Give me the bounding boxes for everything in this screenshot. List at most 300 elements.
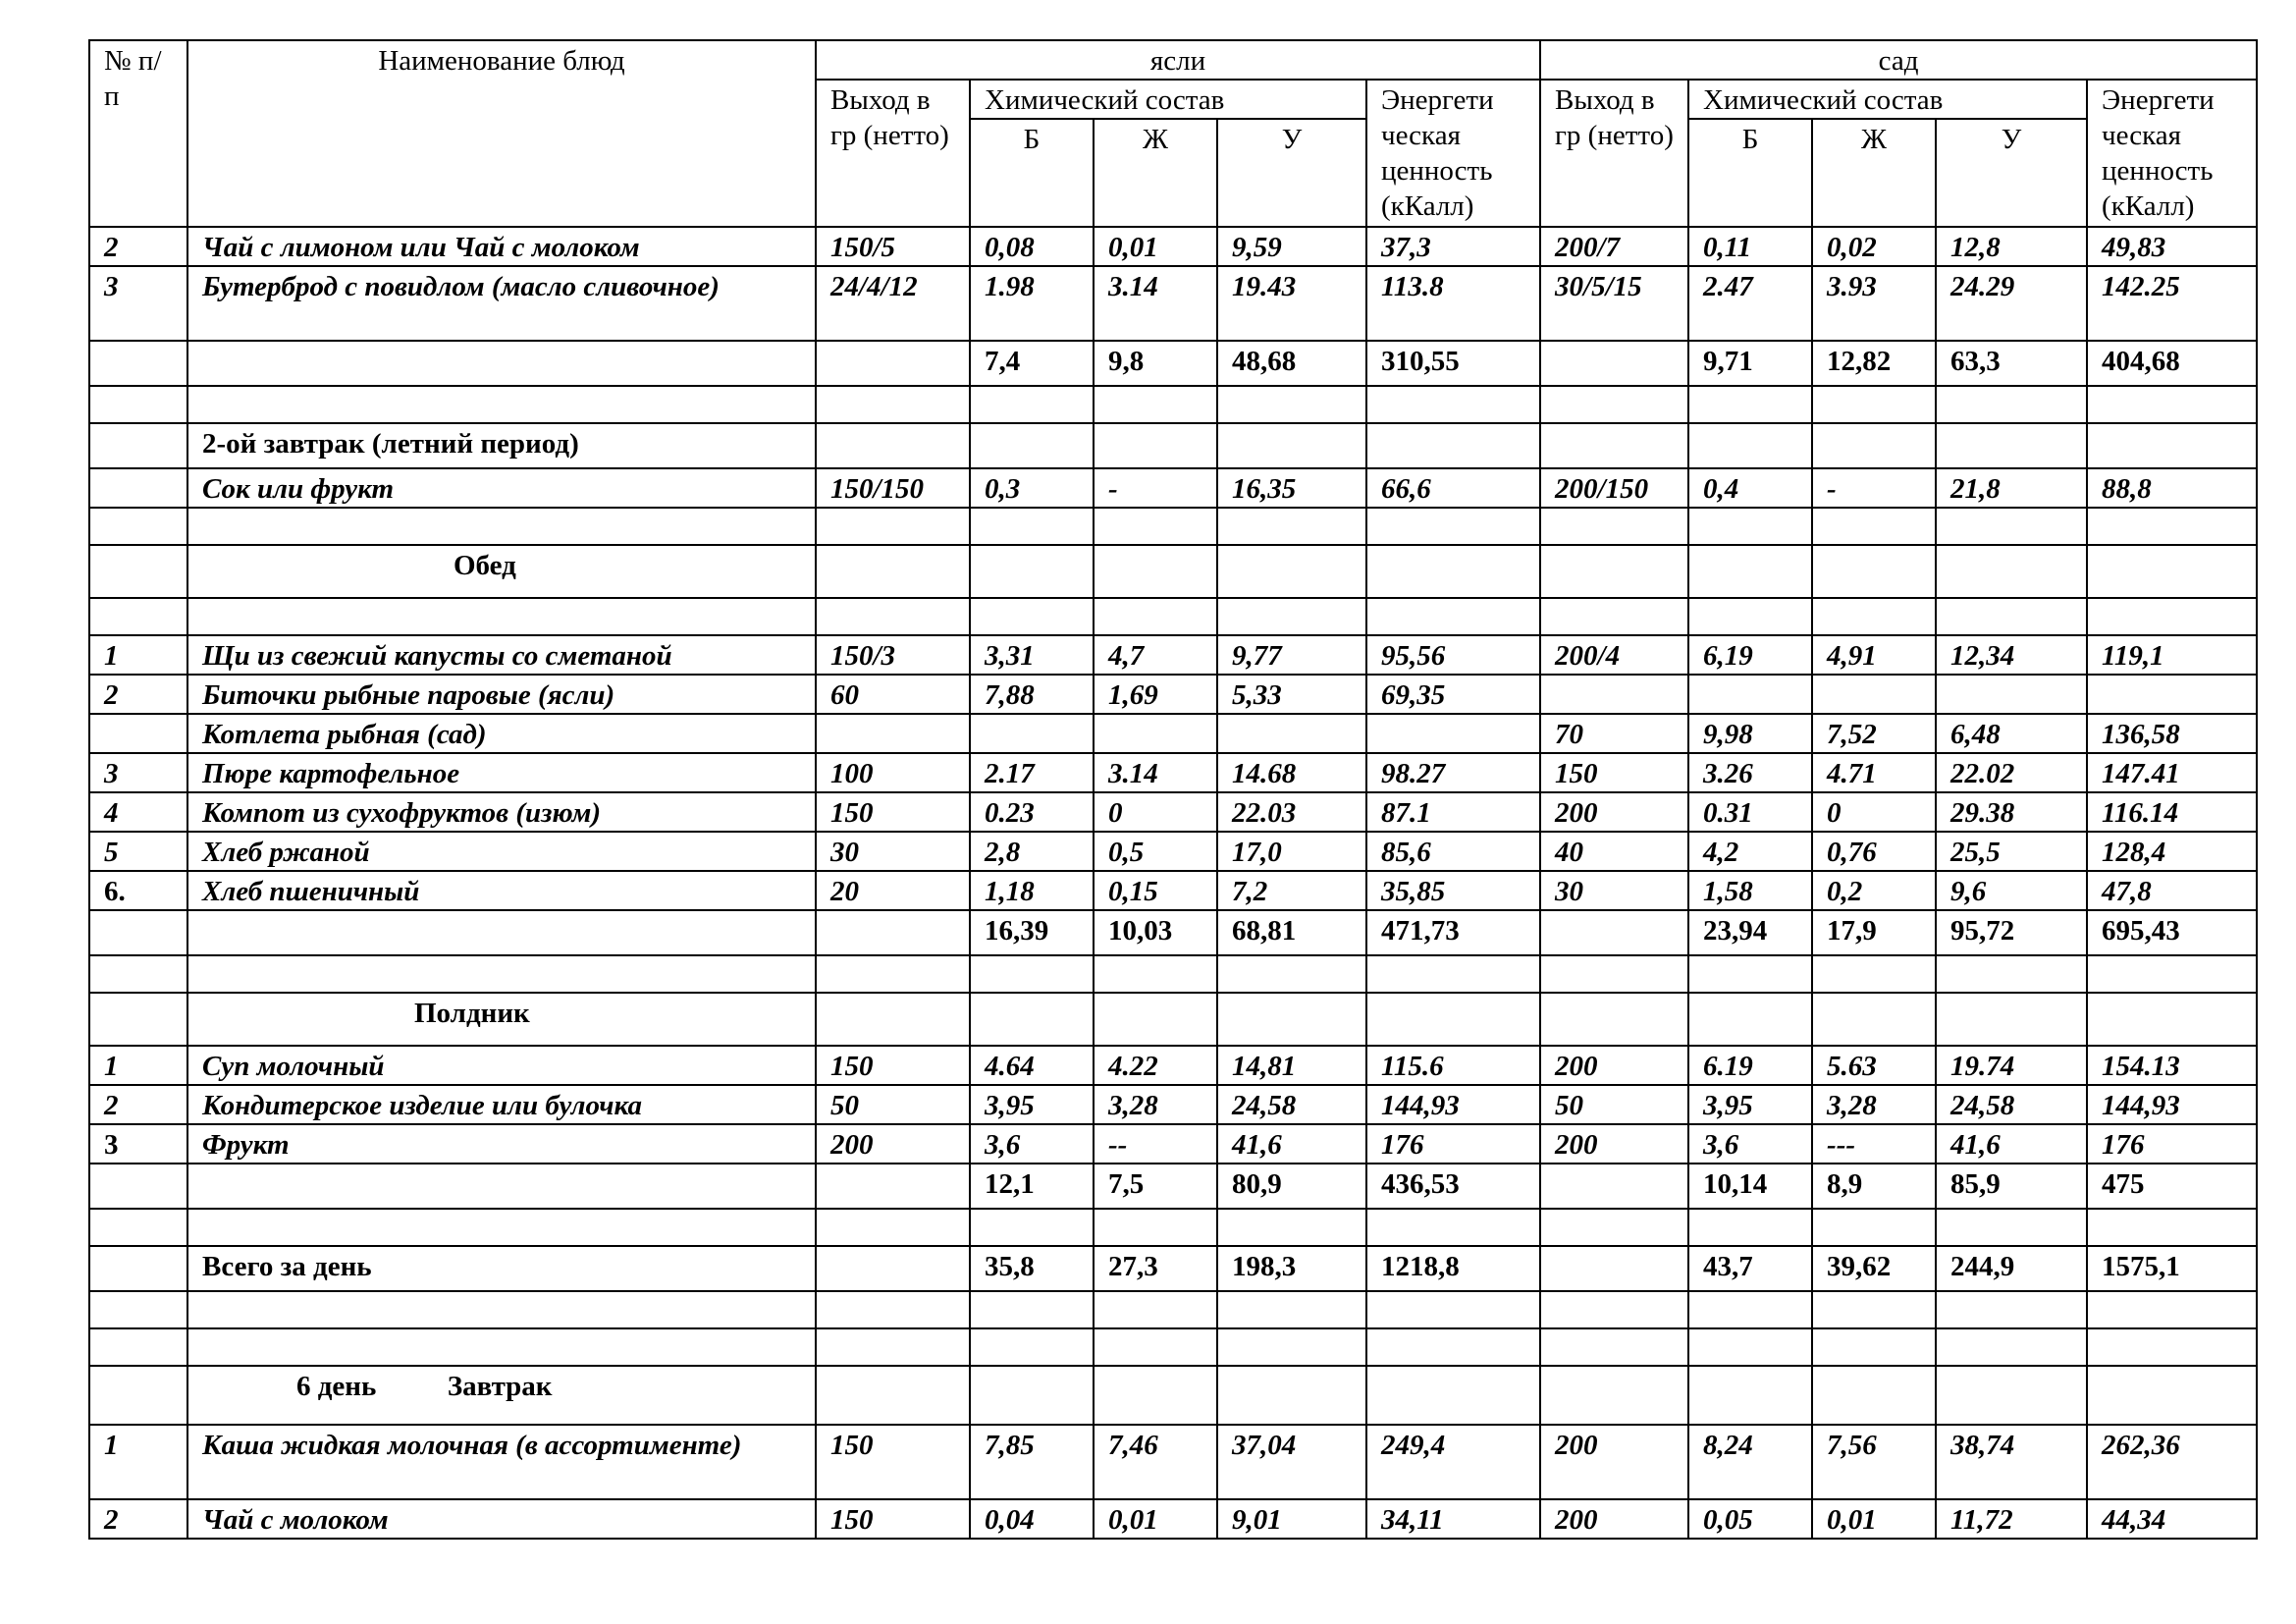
yasli-output: 24/4/12 [816, 266, 970, 341]
sad-u [1936, 1209, 2087, 1246]
sad-b [1688, 993, 1812, 1046]
header-yasli-zh: Ж [1094, 119, 1217, 227]
yasli-output [816, 910, 970, 955]
sad-zh: 7,52 [1812, 714, 1936, 753]
dish-name: Кондитерское изделие или булочка [187, 1085, 816, 1124]
sad-zh: 5.63 [1812, 1046, 1936, 1085]
yasli-zh [1094, 1366, 1217, 1425]
sad-energy [2087, 955, 2257, 993]
total-sad-b: 10,14 [1688, 1164, 1812, 1209]
sad-output [1540, 1209, 1688, 1246]
sad-energy [2087, 386, 2257, 423]
meal-heading: 6 день Завтрак [187, 1366, 816, 1425]
sad-output [1540, 386, 1688, 423]
dish-name [187, 1291, 816, 1328]
yasli-energy [1366, 993, 1540, 1046]
yasli-zh [1094, 1209, 1217, 1246]
total-row [89, 1164, 2257, 1209]
yasli-output: 150 [816, 1425, 970, 1499]
yasli-output: 150/150 [816, 468, 970, 508]
total-label: Всего за день [187, 1246, 816, 1291]
total-label [187, 341, 816, 386]
sad-u: 29.38 [1936, 792, 2087, 832]
dish-name: Хлеб ржаной [187, 832, 816, 871]
row-number [89, 341, 187, 386]
header-sad-u: У [1936, 119, 2087, 227]
row-number [89, 714, 187, 753]
sad-b: 6.19 [1688, 1046, 1812, 1085]
row-number [89, 910, 187, 955]
yasli-u: 22.03 [1217, 792, 1366, 832]
empty-row [89, 508, 2257, 545]
yasli-b [970, 545, 1094, 598]
row-number [89, 508, 187, 545]
dish-name: Биточки рыбные паровые (ясли) [187, 675, 816, 714]
sad-u [1936, 993, 2087, 1046]
yasli-b [970, 1209, 1094, 1246]
yasli-u [1217, 598, 1366, 635]
yasli-zh [1094, 545, 1217, 598]
yasli-u: 5,33 [1217, 675, 1366, 714]
sad-output [1540, 993, 1688, 1046]
yasli-zh: 7,46 [1094, 1425, 1217, 1499]
yasli-b: 3,6 [970, 1124, 1094, 1164]
yasli-u: 24,58 [1217, 1085, 1366, 1124]
dish-name [187, 1209, 816, 1246]
dish-name: Сок или фрукт [187, 468, 816, 508]
yasli-zh [1094, 714, 1217, 753]
total-sad-energy: 695,43 [2087, 910, 2257, 955]
sad-zh: 0,02 [1812, 227, 1936, 266]
total-yasli-u: 198,3 [1217, 1246, 1366, 1291]
row-number: 6. [89, 871, 187, 910]
header-num: № п/п [89, 40, 187, 227]
total-label [187, 1164, 816, 1209]
sad-output [1540, 675, 1688, 714]
total-sad-zh: 8,9 [1812, 1164, 1936, 1209]
total-sad-u: 63,3 [1936, 341, 2087, 386]
dish-name [187, 508, 816, 545]
row-number: 2 [89, 1085, 187, 1124]
yasli-output: 150 [816, 1046, 970, 1085]
total-yasli-b: 16,39 [970, 910, 1094, 955]
yasli-zh [1094, 955, 1217, 993]
row-number: 2 [89, 1499, 187, 1539]
row-number: 3 [89, 266, 187, 341]
yasli-energy [1366, 1209, 1540, 1246]
row-number [89, 423, 187, 468]
yasli-b [970, 1291, 1094, 1328]
yasli-energy: 176 [1366, 1124, 1540, 1164]
sad-u: 22.02 [1936, 753, 2087, 792]
yasli-b: 0,3 [970, 468, 1094, 508]
dish-name: Чай с молоком [187, 1499, 816, 1539]
yasli-u: 9,01 [1217, 1499, 1366, 1539]
sad-output: 150 [1540, 753, 1688, 792]
sad-b: 3.26 [1688, 753, 1812, 792]
sad-zh [1812, 598, 1936, 635]
sad-output: 200 [1540, 1499, 1688, 1539]
row-number [89, 468, 187, 508]
sad-zh [1812, 675, 1936, 714]
sad-output: 30/5/15 [1540, 266, 1688, 341]
sad-u: 11,72 [1936, 1499, 2087, 1539]
yasli-zh [1094, 508, 1217, 545]
yasli-output [816, 1328, 970, 1366]
yasli-u [1217, 955, 1366, 993]
total-sad-energy: 404,68 [2087, 341, 2257, 386]
sad-b: 4,2 [1688, 832, 1812, 871]
sad-zh: 4,91 [1812, 635, 1936, 675]
yasli-u [1217, 714, 1366, 753]
sad-b: 0.31 [1688, 792, 1812, 832]
yasli-b: 0,04 [970, 1499, 1094, 1539]
yasli-output: 150/5 [816, 227, 970, 266]
yasli-u: 9,59 [1217, 227, 1366, 266]
yasli-output: 50 [816, 1085, 970, 1124]
total-yasli-zh: 9,8 [1094, 341, 1217, 386]
row-number [89, 1291, 187, 1328]
sad-b [1688, 955, 1812, 993]
yasli-zh: 0,5 [1094, 832, 1217, 871]
table-row [89, 1046, 2257, 1085]
sad-output: 200 [1540, 1124, 1688, 1164]
sad-zh [1812, 1328, 1936, 1366]
yasli-b [970, 423, 1094, 468]
sad-energy [2087, 1328, 2257, 1366]
sad-zh: 0 [1812, 792, 1936, 832]
total-yasli-energy: 1218,8 [1366, 1246, 1540, 1291]
yasli-u: 37,04 [1217, 1425, 1366, 1499]
yasli-output [816, 386, 970, 423]
yasli-energy: 95,56 [1366, 635, 1540, 675]
sad-energy: 44,34 [2087, 1499, 2257, 1539]
sad-b: 6,19 [1688, 635, 1812, 675]
table-row [89, 1425, 2257, 1499]
sad-energy: 128,4 [2087, 832, 2257, 871]
header-sad-zh: Ж [1812, 119, 1936, 227]
total-yasli-zh: 10,03 [1094, 910, 1217, 955]
sad-b: 1,58 [1688, 871, 1812, 910]
sad-b: 2.47 [1688, 266, 1812, 341]
sad-b: 3,95 [1688, 1085, 1812, 1124]
sad-output: 40 [1540, 832, 1688, 871]
sad-energy: 154.13 [2087, 1046, 2257, 1085]
yasli-b [970, 1366, 1094, 1425]
sad-energy [2087, 1366, 2257, 1425]
sad-zh: 0,01 [1812, 1499, 1936, 1539]
yasli-energy: 144,93 [1366, 1085, 1540, 1124]
sad-b [1688, 386, 1812, 423]
header-sad-chem: Химический состав [1688, 80, 2087, 119]
yasli-output [816, 993, 970, 1046]
meal-heading: Полдник [187, 993, 816, 1046]
header-yasli-u: У [1217, 119, 1366, 227]
sad-b: 0,4 [1688, 468, 1812, 508]
yasli-energy: 34,11 [1366, 1499, 1540, 1539]
yasli-u [1217, 508, 1366, 545]
yasli-u [1217, 1209, 1366, 1246]
yasli-zh: 3.14 [1094, 753, 1217, 792]
total-yasli-energy: 310,55 [1366, 341, 1540, 386]
sad-energy: 144,93 [2087, 1085, 2257, 1124]
yasli-output [816, 1366, 970, 1425]
yasli-u: 9,77 [1217, 635, 1366, 675]
yasli-energy: 98.27 [1366, 753, 1540, 792]
row-number [89, 1164, 187, 1209]
yasli-energy [1366, 386, 1540, 423]
yasli-output [816, 1291, 970, 1328]
yasli-u [1217, 423, 1366, 468]
yasli-u [1217, 1328, 1366, 1366]
yasli-u: 16,35 [1217, 468, 1366, 508]
sad-zh [1812, 1366, 1936, 1425]
sad-energy [2087, 1291, 2257, 1328]
yasli-energy [1366, 545, 1540, 598]
sad-b [1688, 1291, 1812, 1328]
empty-row [89, 386, 2257, 423]
sad-b: 0,05 [1688, 1499, 1812, 1539]
sad-zh: 0,2 [1812, 871, 1936, 910]
yasli-b: 0,08 [970, 227, 1094, 266]
section-title: 2-ой завтрак (летний период) [187, 423, 816, 468]
sad-output [1540, 423, 1688, 468]
row-number [89, 993, 187, 1046]
yasli-zh [1094, 598, 1217, 635]
total-yasli-energy: 471,73 [1366, 910, 1540, 955]
yasli-energy: 35,85 [1366, 871, 1540, 910]
dish-name [187, 955, 816, 993]
sad-u [1936, 598, 2087, 635]
yasli-u [1217, 1291, 1366, 1328]
yasli-zh: 0,15 [1094, 871, 1217, 910]
total-sad-energy: 475 [2087, 1164, 2257, 1209]
dish-name: Хлеб пшеничный [187, 871, 816, 910]
row-number: 3 [89, 753, 187, 792]
yasli-output: 200 [816, 1124, 970, 1164]
sad-output [1540, 1246, 1688, 1291]
yasli-output: 30 [816, 832, 970, 871]
sad-b [1688, 508, 1812, 545]
yasli-output: 100 [816, 753, 970, 792]
yasli-b: 2.17 [970, 753, 1094, 792]
sad-output [1540, 910, 1688, 955]
yasli-zh: 3.14 [1094, 266, 1217, 341]
yasli-energy: 249,4 [1366, 1425, 1540, 1499]
yasli-b [970, 955, 1094, 993]
total-sad-b: 43,7 [1688, 1246, 1812, 1291]
sad-zh [1812, 386, 1936, 423]
sad-output: 70 [1540, 714, 1688, 753]
heading-row [89, 545, 2257, 598]
sad-b [1688, 1209, 1812, 1246]
sad-output: 200 [1540, 792, 1688, 832]
yasli-output [816, 1246, 970, 1291]
sad-output: 200 [1540, 1046, 1688, 1085]
yasli-u [1217, 386, 1366, 423]
yasli-zh: -- [1094, 1124, 1217, 1164]
dish-name: Фрукт [187, 1124, 816, 1164]
total-yasli-u: 80,9 [1217, 1164, 1366, 1209]
header-sad-vyhod: Выход в гр (нетто) [1540, 80, 1688, 227]
yasli-b: 4.64 [970, 1046, 1094, 1085]
yasli-output: 150 [816, 1499, 970, 1539]
sad-output: 30 [1540, 871, 1688, 910]
yasli-energy: 113.8 [1366, 266, 1540, 341]
total-row [89, 910, 2257, 955]
sad-u [1936, 1291, 2087, 1328]
sad-zh [1812, 423, 1936, 468]
table-row [89, 468, 2257, 508]
sad-u [1936, 1328, 2087, 1366]
table-row [89, 227, 2257, 266]
yasli-zh: 1,69 [1094, 675, 1217, 714]
sad-zh: - [1812, 468, 1936, 508]
empty-row [89, 955, 2257, 993]
total-yasli-b: 35,8 [970, 1246, 1094, 1291]
yasli-u [1217, 1366, 1366, 1425]
yasli-energy [1366, 508, 1540, 545]
yasli-output [816, 423, 970, 468]
total-yasli-zh: 27,3 [1094, 1246, 1217, 1291]
yasli-energy [1366, 714, 1540, 753]
row-number [89, 1246, 187, 1291]
row-number: 2 [89, 227, 187, 266]
dish-name [187, 598, 816, 635]
yasli-b: 0.23 [970, 792, 1094, 832]
sad-b [1688, 1366, 1812, 1425]
sad-energy: 142.25 [2087, 266, 2257, 341]
table-row [89, 753, 2257, 792]
sad-u: 38,74 [1936, 1425, 2087, 1499]
sad-u: 21,8 [1936, 468, 2087, 508]
header-yasli-vyhod: Выход в гр (нетто) [816, 80, 970, 227]
yasli-b: 3,95 [970, 1085, 1094, 1124]
sad-u [1936, 508, 2087, 545]
yasli-u: 41,6 [1217, 1124, 1366, 1164]
sad-b: 3,6 [1688, 1124, 1812, 1164]
menu-table [88, 39, 2258, 1540]
row-number: 1 [89, 635, 187, 675]
yasli-b [970, 386, 1094, 423]
sad-zh [1812, 1291, 1936, 1328]
yasli-u [1217, 993, 1366, 1046]
sad-energy: 119,1 [2087, 635, 2257, 675]
yasli-zh [1094, 993, 1217, 1046]
dish-name [187, 1328, 816, 1366]
yasli-u: 19.43 [1217, 266, 1366, 341]
sad-u [1936, 545, 2087, 598]
yasli-zh: 3,28 [1094, 1085, 1217, 1124]
yasli-energy: 115.6 [1366, 1046, 1540, 1085]
yasli-b [970, 714, 1094, 753]
sad-u [1936, 675, 2087, 714]
heading-row [89, 993, 2257, 1046]
sad-u: 12,34 [1936, 635, 2087, 675]
yasli-b [970, 508, 1094, 545]
sad-zh [1812, 545, 1936, 598]
yasli-zh: 0,01 [1094, 227, 1217, 266]
sad-energy: 47,8 [2087, 871, 2257, 910]
sad-zh: 7,56 [1812, 1425, 1936, 1499]
total-yasli-b: 7,4 [970, 341, 1094, 386]
yasli-energy [1366, 1328, 1540, 1366]
yasli-zh: - [1094, 468, 1217, 508]
yasli-energy [1366, 423, 1540, 468]
total-sad-zh: 17,9 [1812, 910, 1936, 955]
row-number [89, 1209, 187, 1246]
yasli-energy: 69,35 [1366, 675, 1540, 714]
yasli-output [816, 598, 970, 635]
header-sad-energy: Энергети ческая ценность (кКалл) [2087, 80, 2257, 227]
total-sad-b: 9,71 [1688, 341, 1812, 386]
sad-zh [1812, 955, 1936, 993]
yasli-energy: 66,6 [1366, 468, 1540, 508]
sad-b: 9,98 [1688, 714, 1812, 753]
sad-energy [2087, 1209, 2257, 1246]
sad-zh [1812, 1209, 1936, 1246]
total-yasli-b: 12,1 [970, 1164, 1094, 1209]
yasli-u: 7,2 [1217, 871, 1366, 910]
sad-energy: 262,36 [2087, 1425, 2257, 1499]
yasli-zh: 0 [1094, 792, 1217, 832]
sad-u: 6,48 [1936, 714, 2087, 753]
yasli-output [816, 508, 970, 545]
sad-u [1936, 386, 2087, 423]
yasli-energy [1366, 1366, 1540, 1425]
total-yasli-zh: 7,5 [1094, 1164, 1217, 1209]
sad-energy: 176 [2087, 1124, 2257, 1164]
row-number: 1 [89, 1046, 187, 1085]
yasli-b: 2,8 [970, 832, 1094, 871]
total-yasli-u: 68,81 [1217, 910, 1366, 955]
sad-output [1540, 341, 1688, 386]
sad-energy [2087, 423, 2257, 468]
table-row [89, 675, 2257, 714]
empty-row [89, 1209, 2257, 1246]
sad-b: 8,24 [1688, 1425, 1812, 1499]
sad-u: 24.29 [1936, 266, 2087, 341]
sad-b [1688, 1328, 1812, 1366]
row-number [89, 955, 187, 993]
row-number: 2 [89, 675, 187, 714]
sad-output [1540, 508, 1688, 545]
row-number: 3 [89, 1124, 187, 1164]
yasli-zh [1094, 386, 1217, 423]
total-sad-b: 23,94 [1688, 910, 1812, 955]
empty-row [89, 598, 2257, 635]
total-row [89, 341, 2257, 386]
dish-name: Суп молочный [187, 1046, 816, 1085]
row-number [89, 545, 187, 598]
yasli-output: 60 [816, 675, 970, 714]
header-sad: сад [1540, 40, 2257, 80]
sad-b: 0,11 [1688, 227, 1812, 266]
yasli-u: 17,0 [1217, 832, 1366, 871]
sad-output [1540, 598, 1688, 635]
table-row [89, 792, 2257, 832]
total-sad-energy: 1575,1 [2087, 1246, 2257, 1291]
empty-row [89, 1291, 2257, 1328]
sad-b [1688, 675, 1812, 714]
total-yasli-energy: 436,53 [1366, 1164, 1540, 1209]
yasli-zh [1094, 1328, 1217, 1366]
sad-zh: --- [1812, 1124, 1936, 1164]
yasli-output: 20 [816, 871, 970, 910]
sad-energy: 88,8 [2087, 468, 2257, 508]
yasli-energy: 87.1 [1366, 792, 1540, 832]
row-number [89, 1366, 187, 1425]
